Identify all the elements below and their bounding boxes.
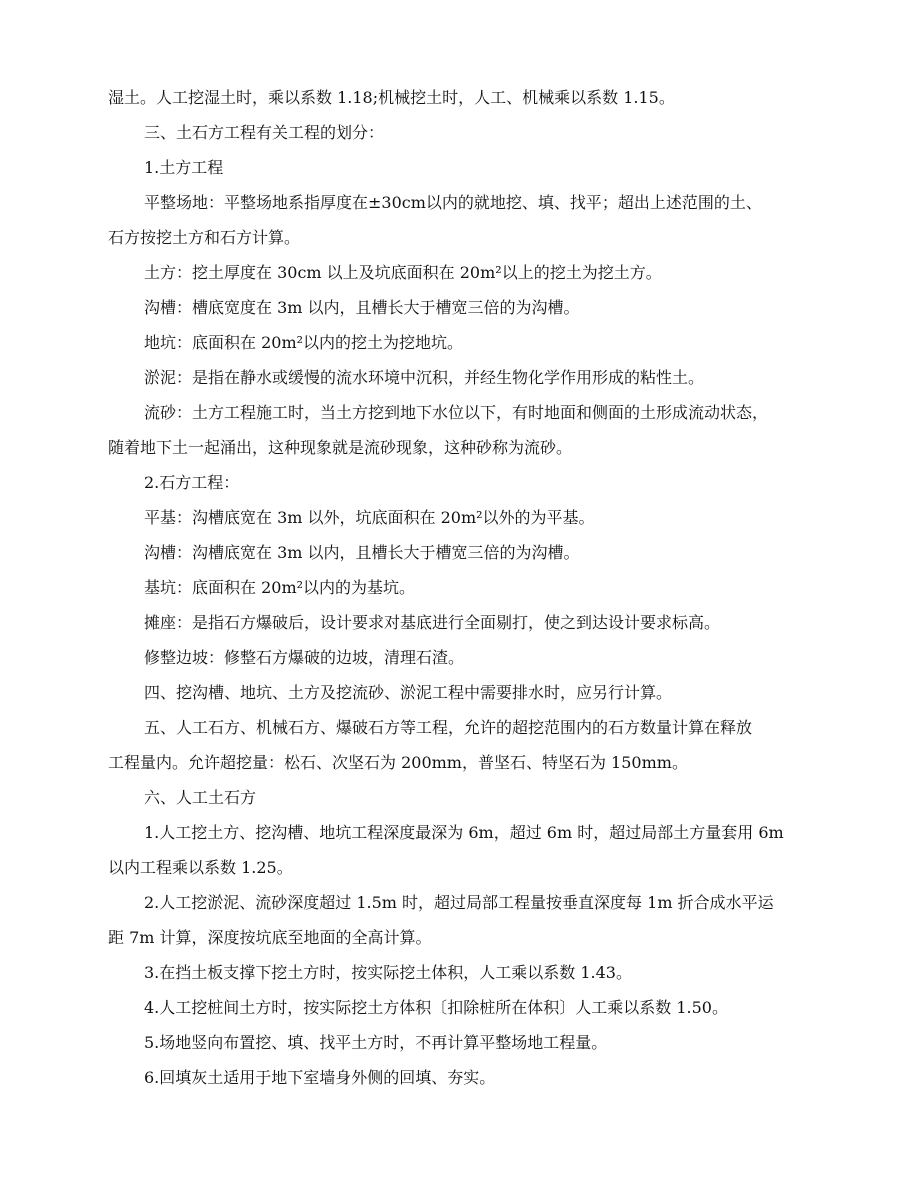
text-line: 修整边坡：修整石方爆破的边坡，清理石渣。 (144, 648, 465, 667)
text-line: 五、人工石方、机械石方、爆破石方等工程，允许的超挖范围内的石方数量计算在释放 (144, 718, 753, 737)
text-line: 随着地下土一起涌出，这种现象就是流砂现象，这种砂称为流砂。 (108, 438, 573, 457)
text-line: 淤泥：是指在静水或缓慢的流水环境中沉积，并经生物化学作用形成的粘性土。 (144, 368, 705, 387)
text-line: 六、人工土石方 (144, 788, 257, 807)
text-line: 基坑：底面积在 20m²以内的为基坑。 (144, 578, 416, 597)
text-line: 2.人工挖淤泥、流砂深度超过 1.5m 时，超过局部工程量按垂直深度每 1m 折合成水平运 (144, 893, 774, 912)
text-line: 土方：挖土厚度在 30cm 以上及坑底面积在 20m²以上的挖土为挖土方。 (144, 263, 662, 282)
text-line: 沟槽：沟槽底宽在 3m 以内，且槽长大于槽宽三倍的为沟槽。 (144, 543, 580, 562)
text-line: 平基：沟槽底宽在 3m 以外，坑底面积在 20m²以外的为平基。 (144, 508, 595, 527)
text-line: 沟槽：槽底宽度在 3m 以内，且槽长大于槽宽三倍的为沟槽。 (144, 298, 580, 317)
text-line: 以内工程乘以系数 1.25。 (108, 858, 293, 877)
text-line: 5.场地竖向布置挖、填、找平土方时，不再计算平整场地工程量。 (144, 1033, 608, 1052)
text-line: 石方按挖土方和石方计算。 (108, 228, 301, 247)
text-line: 4.人工挖桩间土方时，按实际挖土方体积〔扣除桩所在体积〕人工乘以系数 1.50。 (144, 998, 728, 1017)
text-line: 距 7m 计算，深度按坑底至地面的全高计算。 (108, 928, 432, 947)
text-line: 三、土石方工程有关工程的划分： (144, 123, 385, 142)
document-page (108, 84, 834, 1099)
text-line: 1.土方工程 (144, 158, 224, 177)
text-line: 四、挖沟槽、地坑、土方及挖流砂、淤泥工程中需要排水时，应另行计算。 (144, 683, 673, 702)
text-line: 工程量内。允许超挖量：松石、次坚石为 200mm，普坚石、特坚石为 150mm。 (108, 753, 688, 772)
text-line: 平整场地：平整场地系指厚度在±30cm以内的就地挖、填、找平；超出上述范围的土、 (144, 193, 762, 212)
text-line: 地坑：底面积在 20m²以内的挖土为挖地坑。 (144, 333, 464, 352)
text-line: 流砂：土方工程施工时，当土方挖到地下水位以下，有时地面和侧面的土形成流动状态， (144, 403, 769, 422)
text-line: 1.人工挖土方、挖沟槽、地坑工程深度最深为 6m，超过 6m 时，超过局部土方量套用 6m (144, 823, 784, 842)
text-line: 3.在挡土板支撑下挖土方时，按实际挖土体积，人工乘以系数 1.43。 (144, 963, 632, 982)
text-line: 6.回填灰土适用于地下室墙身外侧的回填、夯实。 (144, 1068, 496, 1087)
text-line: 湿土。人工挖湿土时，乘以系数 1.18;机械挖土时，人工、机械乘以系数 1.15。 (108, 88, 675, 107)
text-line: 摊座：是指石方爆破后，设计要求对基底进行全面剔打，使之到达设计要求标高。 (144, 613, 721, 632)
text-line: 2.石方工程： (144, 473, 240, 492)
